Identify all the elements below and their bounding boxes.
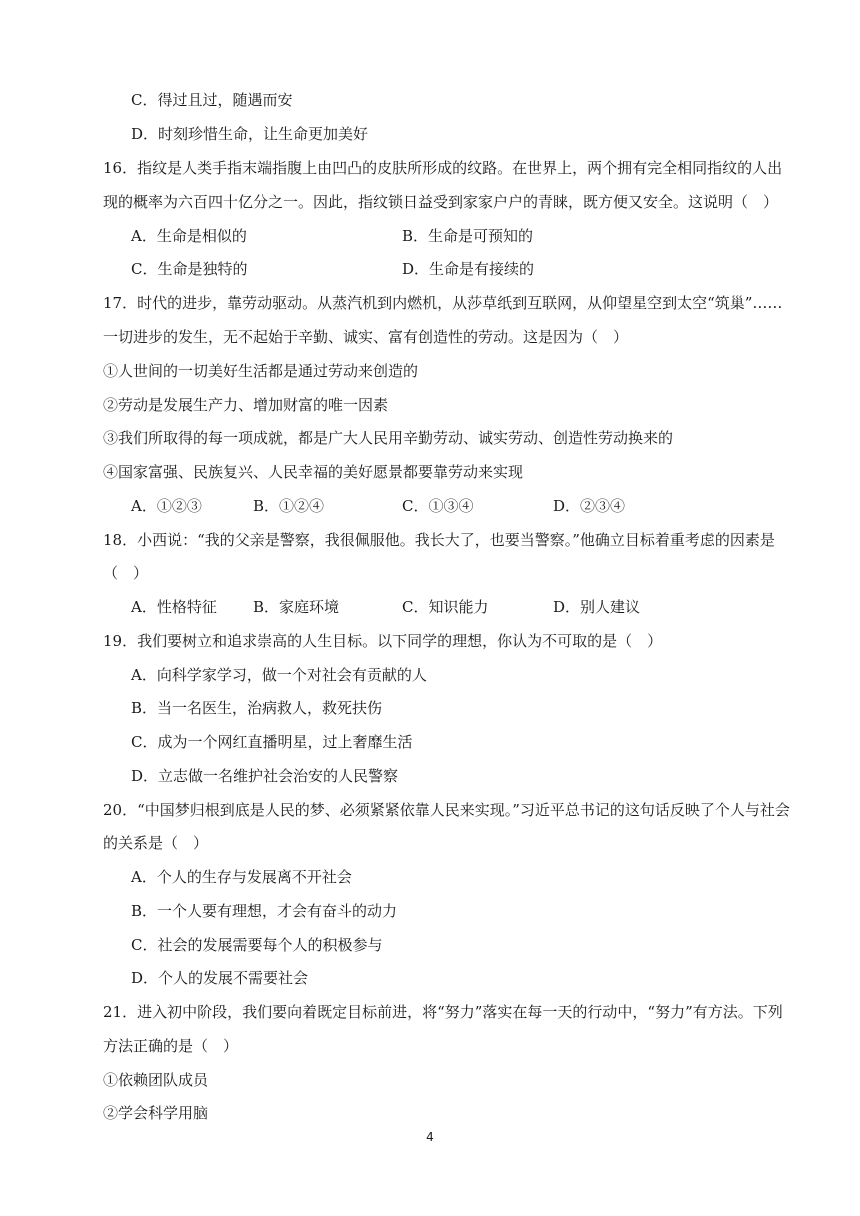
q17-option-d: D．②③④ (553, 497, 626, 515)
q17-option-b: B．①②④ (253, 497, 325, 515)
q16-option-c: C．生命是独特的 (131, 260, 248, 278)
q18-option-a: A．性格特征 (131, 598, 217, 616)
q18-option-d: D．别人建议 (553, 598, 641, 616)
q18-option-b: B．家庭环境 (253, 598, 340, 616)
q16-option-a: A．生命是相似的 (131, 227, 247, 245)
q17-option-a: A．①②③ (131, 497, 202, 515)
q16-option-d: D．生命是有接续的 (402, 260, 535, 278)
q18-option-c: C．知识能力 (402, 598, 489, 616)
q17-option-c: C．①③④ (402, 497, 474, 515)
q16-option-b: B．生命是可预知的 (402, 227, 534, 245)
page-number: 4 (426, 1130, 434, 1144)
